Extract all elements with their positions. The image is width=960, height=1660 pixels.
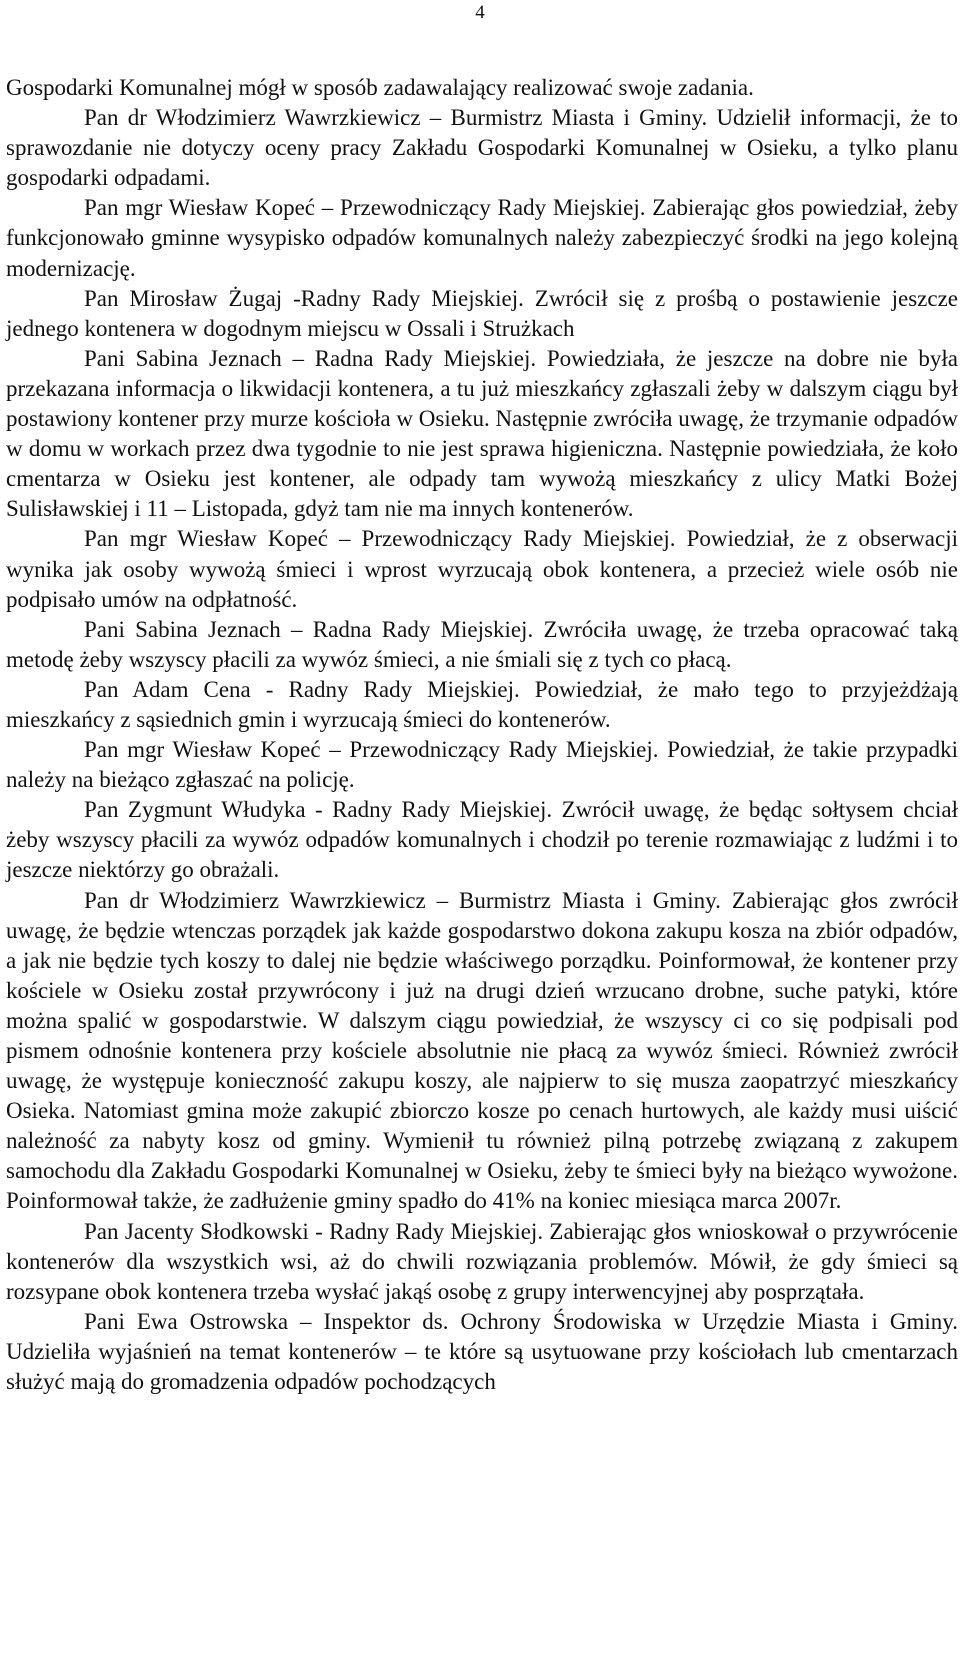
paragraph: Pani Sabina Jeznach – Radna Rady Miejskiej. Zwróciła uwagę, że trzeba opracować taką metodę żeby wszyscy płacili za wywóz śmieci, a nie śmiali się z tych co płacą. — [6, 616, 958, 672]
page-number: 4 — [475, 2, 485, 23]
paragraph: Pan Jacenty Słodkowski - Radny Rady Miejskiej. Zabierając głos wnioskował o przywrócenie kontenerów dla wszystkich wsi, aż do chwili rozwiązania problemów. Mówił, że gdy śmieci są rozsypane obok kontenera trzeba wysłać jakąś osobę z grupy interwencyjnej aby posprzątała. — [6, 1218, 958, 1304]
paragraph: Pani Sabina Jeznach – Radna Rady Miejskiej. Powiedziała, że jeszcze na dobre nie była przekazana informacja o likwidacji kontenera, a tu już mieszkańcy zgłaszali żeby w dalszym ciągu był postawiony kontener przy murze kościoła w Osieku. Następnie zwróciła uwagę, że trzymanie odpadów w domu w workach przez dwa tygodnie to nie jest sprawa higieniczna. Następnie powiedziała, że koło cmentarza w Osieku jest kontener, ale odpady tam wywożą mieszkańcy z ulicy Matki Bożej Sulisławskiej i 11 – Listopada, gdyż tam nie ma innych kontenerów. — [6, 345, 958, 522]
paragraph: Pan mgr Wiesław Kopeć – Przewodniczący Rady Miejskiej. Zabierając głos powiedział, żeby funkcjonowało gminne wysypisko odpadów komunalnych należy zabezpieczyć środki na jego kolejną modernizację. — [6, 195, 958, 281]
document-body — [6, 73, 958, 1397]
paragraph: Pan dr Włodzimierz Wawrzkiewicz – Burmistrz Miasta i Gminy. Udzielił informacji, że to sprawozdanie nie dotyczy oceny pracy Zakładu Gospodarki Komunalnej w Osieku, a tylko planu gospodarki odpadami. — [6, 105, 958, 191]
paragraph: Pan Adam Cena - Radny Rady Miejskiej. Powiedział, że mało tego to przyjeżdżają mieszkańcy z sąsiednich gmin i wyrzucają śmieci do kontenerów. — [6, 676, 958, 732]
paragraph: Gospodarki Komunalnej mógł w sposób zadawalający realizować swoje zadania. — [6, 75, 754, 100]
paragraph: Pan Zygmunt Włudyka - Radny Rady Miejskiej. Zwrócił uwagę, że będąc sołtysem chciał żeby wszyscy płacili za wywóz odpadów komunalnych i chodził po terenie rozmawiając z ludźmi i to jeszcze niektórzy go obrażali. — [6, 797, 958, 883]
paragraph: Pani Ewa Ostrowska – Inspektor ds. Ochrony Środowiska w Urzędzie Miasta i Gminy. Udzieliła wyjaśnień na temat kontenerów – te które są usytuowane przy kościołach lub cmentarzach służyć mają do gromadzenia odpadów pochodzących — [6, 1308, 958, 1395]
paragraph: Pan mgr Wiesław Kopeć – Przewodniczący Rady Miejskiej. Powiedział, że takie przypadki należy na bieżąco zgłaszać na policję. — [6, 737, 958, 793]
paragraph: Pan dr Włodzimierz Wawrzkiewicz – Burmistrz Miasta i Gminy. Zabierając głos zwrócił uwagę, że będzie wtenczas porządek jak każde gospodarstwo dokona zakupu kosza na zbiór odpadów, a jak nie będzie tych koszy to dalej nie będzie właściwego porządku. Poinformował, że kontener przy kościele w Osieku został przywrócony i już na drugi dzień wrzucano drobne, suche patyki, które można spalić w gospodarstwie. W dalszym ciągu powiedział, że wszyscy ci co się podpisali pod pismem odnośnie kontenera przy kościele absolutnie nie płacą za wywóz śmieci. Również zwrócił uwagę, że występuje konieczność zakupu koszy, ale najpierw to się musza zaopatrzyć mieszkańcy Osieka. Natomiast gmina może zakupić zbiorczo kosze po cenach hurtowych, ale każdy musi uiścić należność za nabyty kosz od gminy. Wymienił tu również pilną potrzebę związaną z zakupem samochodu dla Zakładu Gospodarki Komunalnej w Osieku, żeby te śmieci były na bieżąco wywożone. Poinformował także, że zadłużenie gminy spadło do 41% na koniec miesiąca marca 2007r. — [6, 887, 958, 1214]
paragraph: Pan mgr Wiesław Kopeć – Przewodniczący Rady Miejskiej. Powiedział, że z obserwacji wynika jak osoby wywożą śmieci i wprost wyrzucają obok kontenera, a przecież wiele osób nie podpisało umów na odpłatność. — [6, 526, 958, 612]
paragraph: Pan Mirosław Żugaj -Radny Rady Miejskiej. Zwrócił się z prośbą o postawienie jeszcze jednego kontenera w dogodnym miejscu w Ossali i Strużkach — [6, 285, 958, 341]
